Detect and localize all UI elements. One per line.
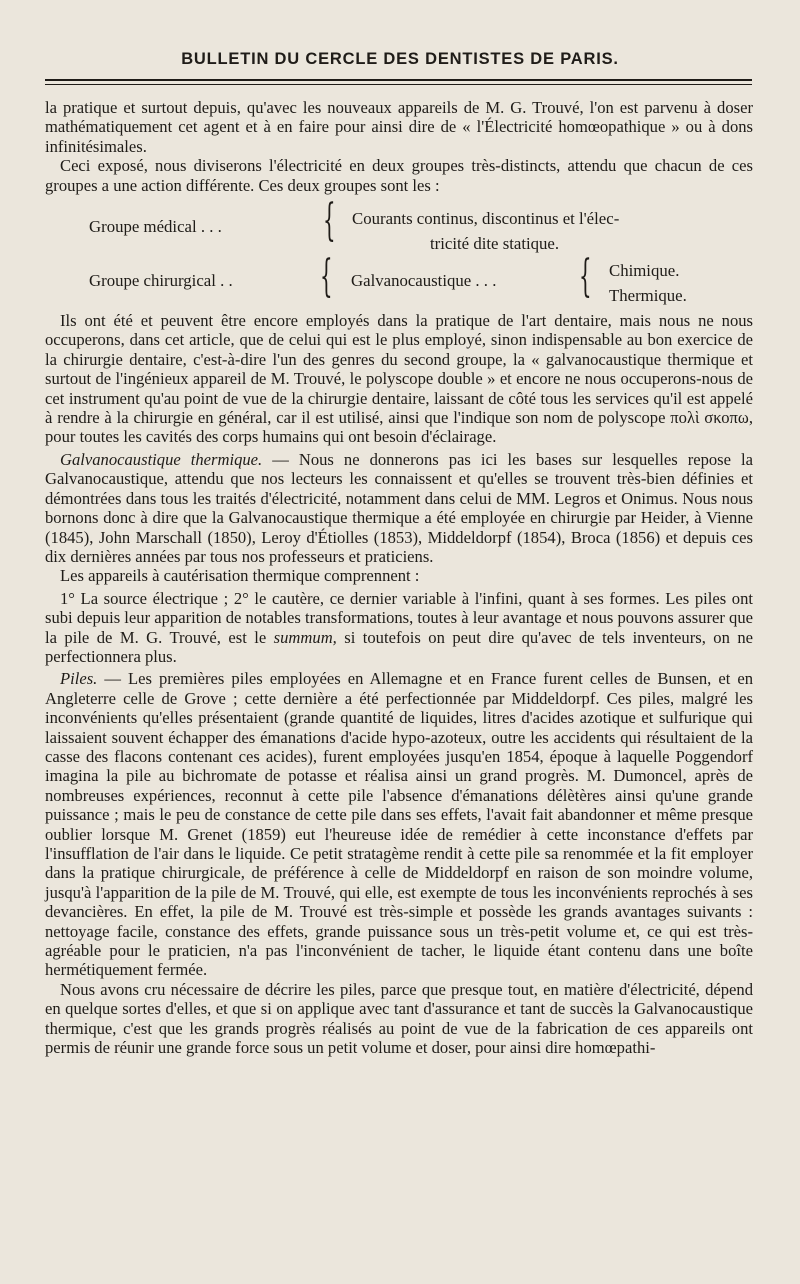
running-header: BULLETIN DU CERCLE DES DENTISTES DE PARIS. (181, 50, 619, 68)
brace-surgical: { (320, 251, 333, 303)
group-surgical-label: Groupe chirurgical . . (89, 271, 233, 291)
section-heading-galvanocaustique: Galvanocaustique thermique. (60, 449, 263, 469)
paragraph-1: la pratique et surtout depuis, qu'avec les nouveaux appareils de M. G. Trouvé, l'on est parvenu à doser mathématiquement cet agent et à en faire pour ainsi dire de « l'Électricité homœopathique » ou à dons infinitésimales. (45, 98, 753, 156)
paragraph-8: Nous avons cru nécessaire de décrire les piles, parce que presque tout, en matière d'électricité, dépend en quelque sortes d'elles, et que si on applique avec tant d'assurance et tant de succès la Galvanocaustique thermique, c'est que les grands progrès réalisés au point de vue de la fabrication de ces appareils ont permis de réunir une grande force sous un petit volume et doser, pour ainsi dire homœpathi- (45, 979, 753, 1058)
paragraph-5: Les appareils à cautérisation thermique comprennent : (60, 566, 420, 586)
group-surgical-sub: Galvanocaustique . . . (351, 271, 497, 291)
brace-medical: { (323, 195, 336, 247)
header-rule-thick (45, 79, 752, 81)
paragraph-6-text-b: si toutefois on peut dire qu'avec de tels inventeurs, on ne perfectionnera plus. (45, 627, 753, 666)
brace-galvanocaustique: { (579, 251, 592, 303)
paragraph-6 (45, 589, 753, 667)
section-heading-piles: Piles. (60, 669, 98, 689)
paragraph-4 (45, 450, 753, 566)
paragraph-7 (45, 669, 753, 980)
paragraph-2: Ceci exposé, nous diviserons l'électricité en deux groupes très-distincts, attendu que chacun de ces groupes a une action différente. Ces deux groupes sont les : (45, 156, 753, 195)
article-body (45, 98, 753, 1057)
group-surgical-option-thermique: Thermique. (609, 286, 687, 306)
paragraph-3: Ils ont été et peuvent être encore employés dans la pratique de l'art dentaire, mais nous ne nous occuperons, dans cet article, que de celui qui est le plus employé, sinon indispensable au bon exercice de la chirurgie dentaire, c'est-à-dire l'un des genres du second groupe, la « galvanocaustique thermique et surtout de l'ingénieux appareil de M. Trouvé, le polyscope double » et encore ne nous occuperons-nous de cet instrument qu'au point de vue de la chirurgie dentaire, laissant de côté tous les services qu'il est appelé à rendre à la chirurgie en général, car il est utilisé, ainsi que l'indique son nom de polyscope πολὶ σκοπω, pour toutes les cavités des corps humains qui ont besoin d'éclairage. (45, 311, 753, 447)
paragraph-6-emphasis: summum, (273, 627, 337, 647)
group-surgical-option-chimique: Chimique. (609, 261, 680, 281)
header-rule-thin (45, 84, 752, 85)
electricity-groups-table (45, 195, 753, 311)
paragraph-7-text: — Les premières piles employées en Allemagne et en France furent celles de Bunsen, et en Angleterre celle de Grove ; cette dernière a été perfectionnée par Middeldorpf. Ces piles, malgré les inconvénients qu'elles présentaient (grande quantité de liquides, litres d'acides azotique et sulfurique qui laissaient souvent échapper des émanations d'acide hypo-azoteux, outre les accidents qui résultaient de la casse des flacons contenant ces acides), furent employées jusqu'en 1854, époque à laquelle Poggendorf imagina la pile au bichromate de potasse et réalisa ainsi un grand progrès. M. Dumoncel, après de nombreuses expériences, reconnut à cette pile l'absence d'émanations délètères ainsi qu'une grande puissance ; mais le peu de constance de cette pile dans ses effets, l'avait fait abandonner et même presque oublier lorsque M. Grenet (1859) eut l'heureuse idée de remédier à cette inconstance d'effets par l'insufflation de l'air dans le liquide. Ce petit stratagème rendit à cette pile sa renommée et la fit employer dans la pratique chirurgicale, de préférence à celle de Middeldorpf en raison de son moindre volume, jusqu'à l'apparition de la pile de M. Trouvé, qui elle, est exempte de tous les inconvénients reprochés à ses devancières. En effet, la pile de M. Trouvé est très-simple et possède les grands avantages suivants : nettoyage facile, constance des effets, grande puissance sous un très-petit volume et, ce qui est très-agréable pour le praticien, n'a pas l'inconvénient de tacher, le liquide étant contenu dans une boîte hermétiquement fermée. (45, 669, 753, 980)
paragraph-4-text: — Nous ne donnerons pas ici les bases sur lesquelles repose la Galvanocaustique, attendu que nos lecteurs les connaissent et qu'elles se trouvent très-bien définies et démontrées dans tous les traités d'électricité, notamment dans celui de MM. Legros et Onimus. Nous nous bornons donc à dire que la Galvanocaustique thermique a été employée en chirurgie par Heider, à Vienne (1845), John Marschall (1850), Leroy d'Étiolles (1853), Middeldorpf (1854), Broca (1856) et depuis ces dix dernières années par tous nos professeurs et praticiens. (45, 449, 753, 566)
paragraph-6-text-a: 1° La source électrique ; 2° le cautère, ce dernier variable à l'infini, quant à ses formes. Les piles ont subi depuis leur apparition de notables transformations, toutes à leur avantage et nous pouvons assurer que la pile de M. G. Trouvé, est le (45, 588, 753, 647)
group-medical-label: Groupe médical . . . (89, 217, 222, 237)
group-medical-line2: tricité dite statique. (430, 234, 560, 254)
group-medical-line1: Courants continus, discontinus et l'élec- (352, 209, 620, 229)
